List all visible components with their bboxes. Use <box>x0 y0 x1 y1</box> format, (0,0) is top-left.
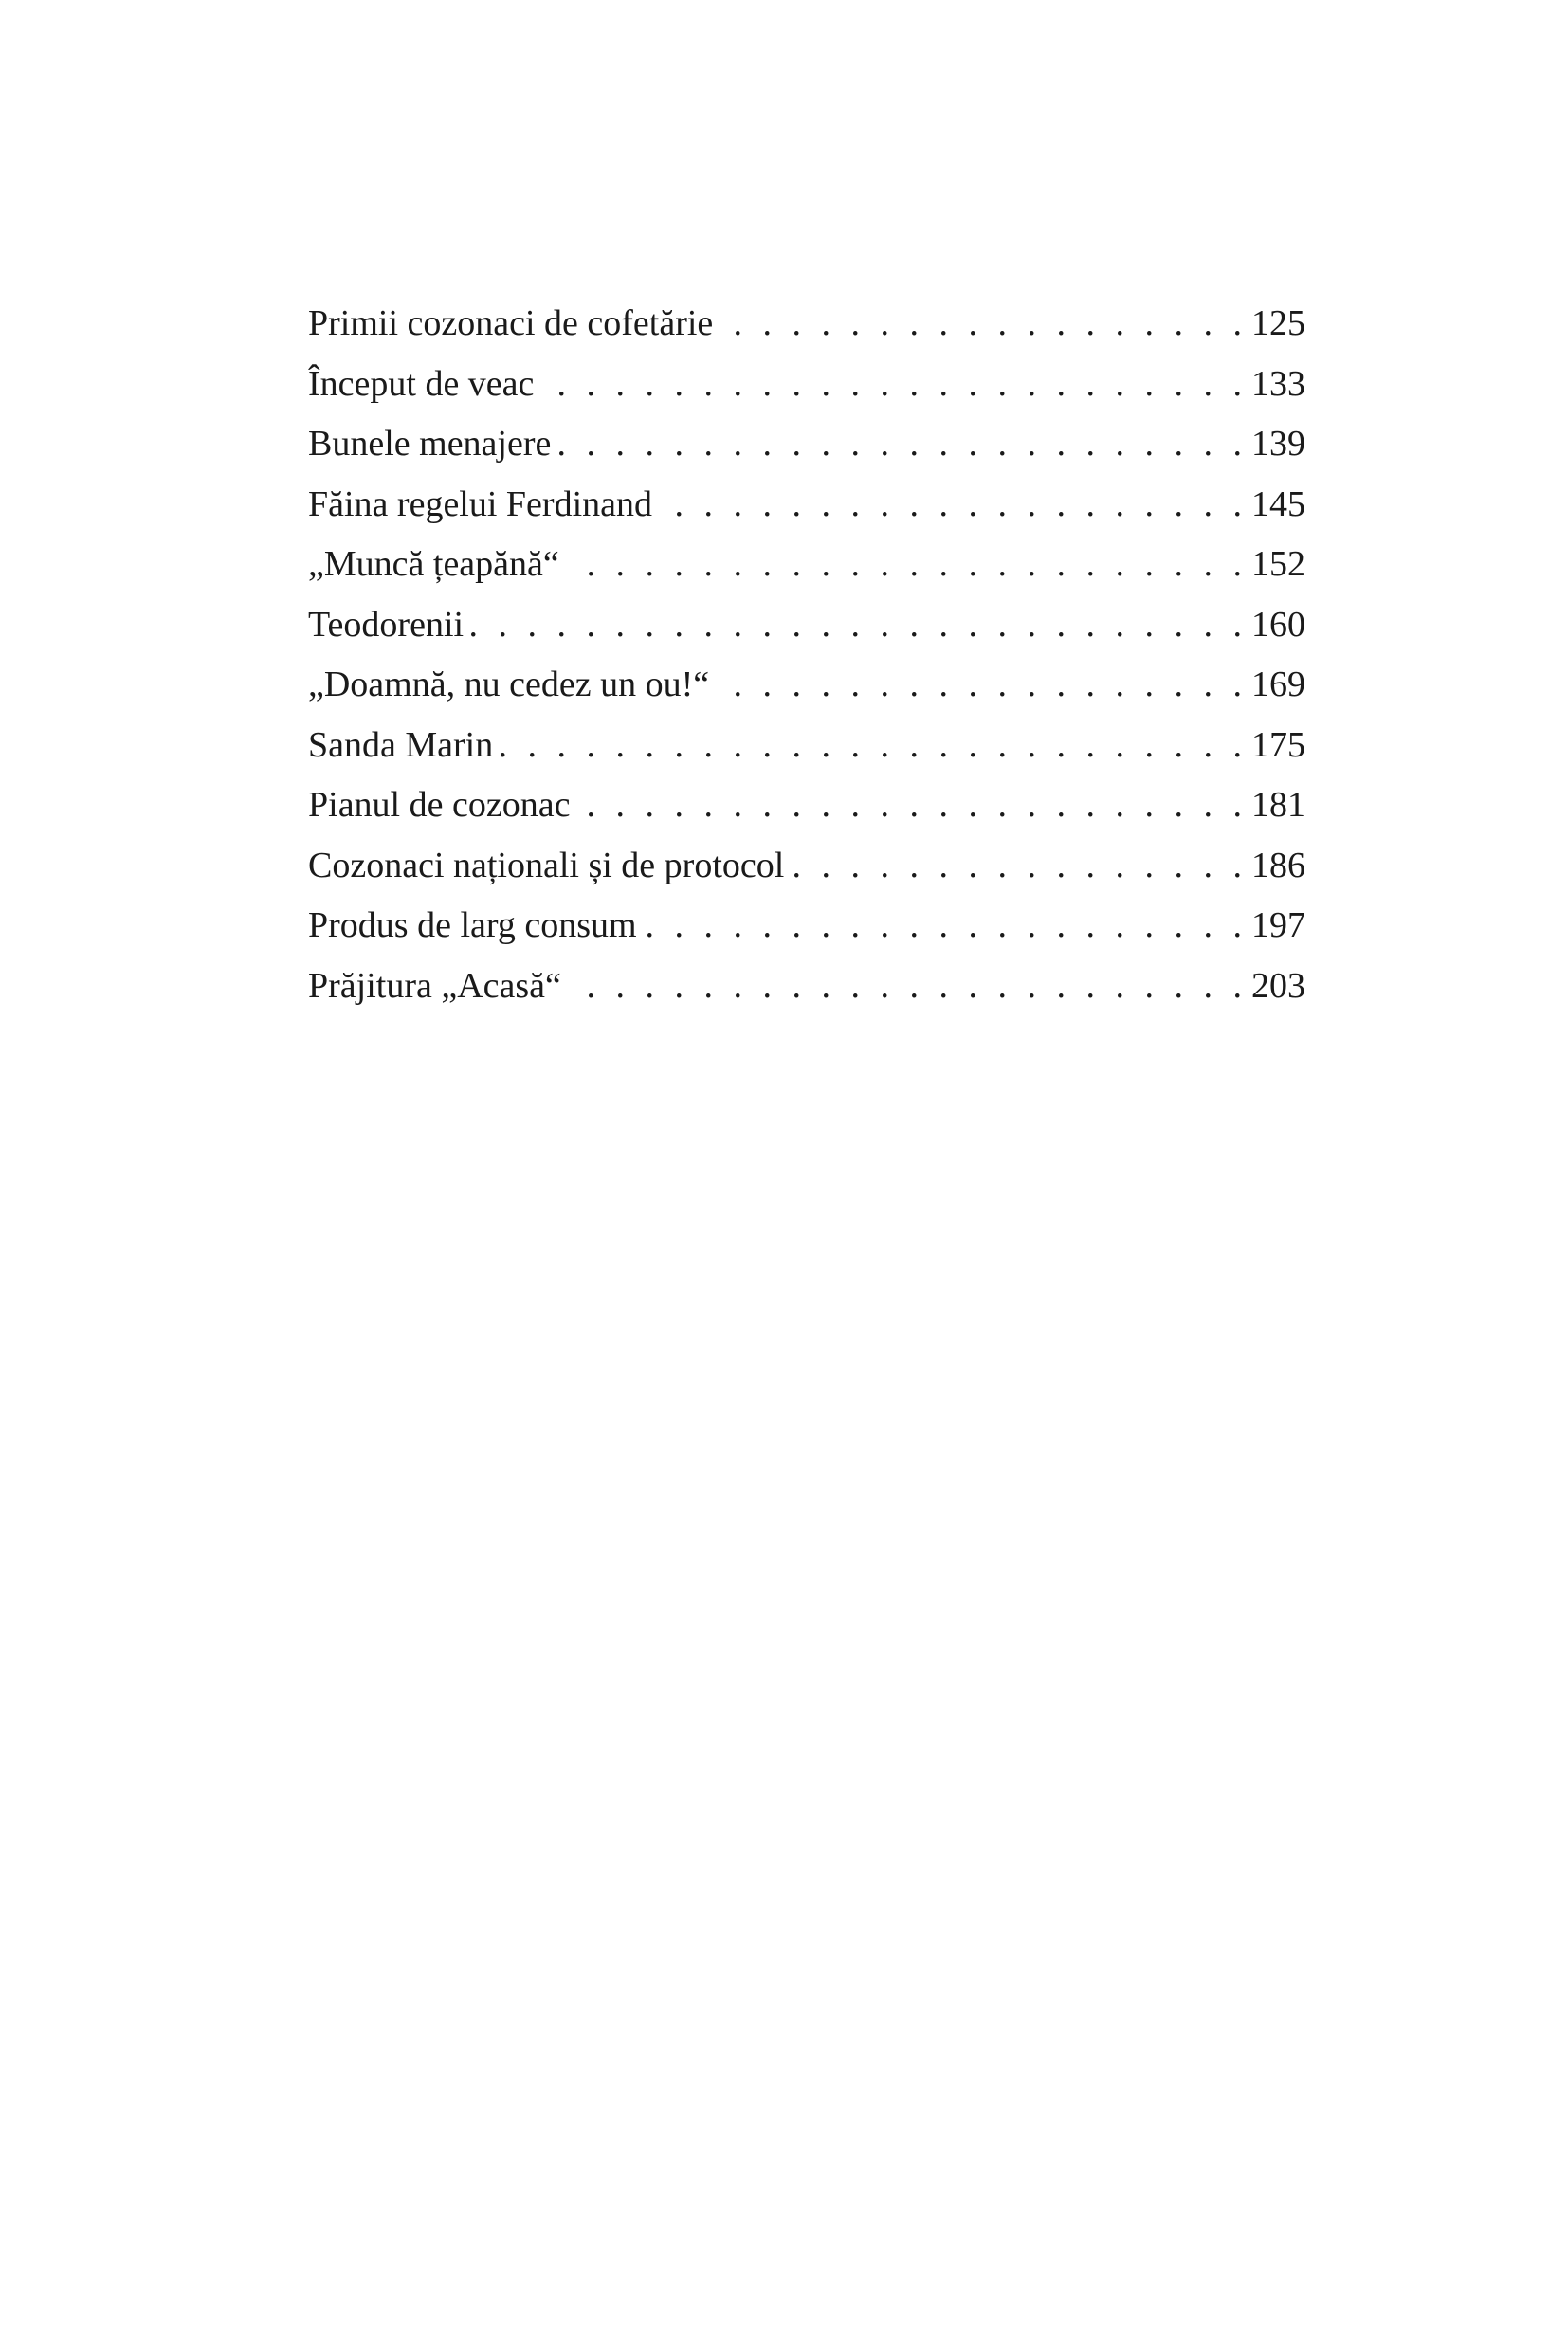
toc-dot-leader <box>790 836 1248 897</box>
toc-dot-leader <box>719 294 1248 355</box>
toc-dot-leader <box>469 595 1248 656</box>
toc-dot-leader <box>556 414 1248 475</box>
toc-entry-title: Bunele menajere <box>308 424 552 464</box>
toc-entry-page: 160 <box>1251 604 1305 645</box>
toc-entry-title: Sanda Marin <box>308 724 494 765</box>
toc-entry-title: Prăjitura „Acasă“ <box>308 965 561 1006</box>
toc-entry <box>308 716 1305 776</box>
toc-dot-leader <box>499 716 1248 776</box>
toc-entry-title: „Doamnă, nu cedez un ou!“ <box>308 665 710 704</box>
toc-entry-title: Cozonaci naționali și de protocol <box>308 845 785 885</box>
toc-entry-title: Pianul de cozonac <box>308 785 571 825</box>
toc-entry <box>308 355 1305 415</box>
toc-entry <box>308 294 1305 355</box>
toc-dot-leader <box>575 775 1248 836</box>
toc-dot-leader <box>565 535 1248 595</box>
toc-entry-page: 169 <box>1251 665 1305 704</box>
toc-entry-page: 152 <box>1251 544 1305 584</box>
toc-entry-page: 139 <box>1251 424 1305 464</box>
toc-entry-page: 181 <box>1251 785 1305 825</box>
toc-entry <box>308 836 1305 897</box>
toc-entry-title: Produs de larg consum <box>308 905 637 945</box>
toc-entry <box>308 957 1305 1017</box>
toc-entry-page: 197 <box>1251 905 1305 945</box>
toc-entry-title: Teodorenii <box>308 604 465 645</box>
toc-entry <box>308 896 1305 957</box>
toc-entry-title: Primii cozonaci de cofetărie <box>308 303 714 343</box>
toc-entry-title: Început de veac <box>308 363 535 404</box>
toc-entry <box>308 775 1305 836</box>
table-of-contents <box>308 294 1305 1016</box>
toc-entry-title: Făina regelui Ferdinand <box>308 483 653 524</box>
toc-dot-leader <box>658 475 1248 536</box>
toc-entry-page: 175 <box>1251 724 1305 765</box>
toc-entry <box>308 414 1305 475</box>
toc-entry <box>308 595 1305 656</box>
toc-entry-page: 145 <box>1251 483 1305 524</box>
toc-entry <box>308 535 1305 595</box>
toc-entry-page: 203 <box>1251 965 1305 1006</box>
toc-entry-title: „Muncă țeapănă“ <box>308 544 559 584</box>
toc-entry-page: 186 <box>1251 845 1305 885</box>
toc-entry <box>308 475 1305 536</box>
toc-entry-page: 133 <box>1251 363 1305 404</box>
toc-dot-leader <box>539 355 1248 415</box>
toc-dot-leader <box>567 957 1248 1017</box>
toc-entry <box>308 655 1305 716</box>
toc-entry-page: 125 <box>1251 303 1305 343</box>
toc-dot-leader <box>715 655 1248 716</box>
toc-dot-leader <box>643 896 1248 957</box>
